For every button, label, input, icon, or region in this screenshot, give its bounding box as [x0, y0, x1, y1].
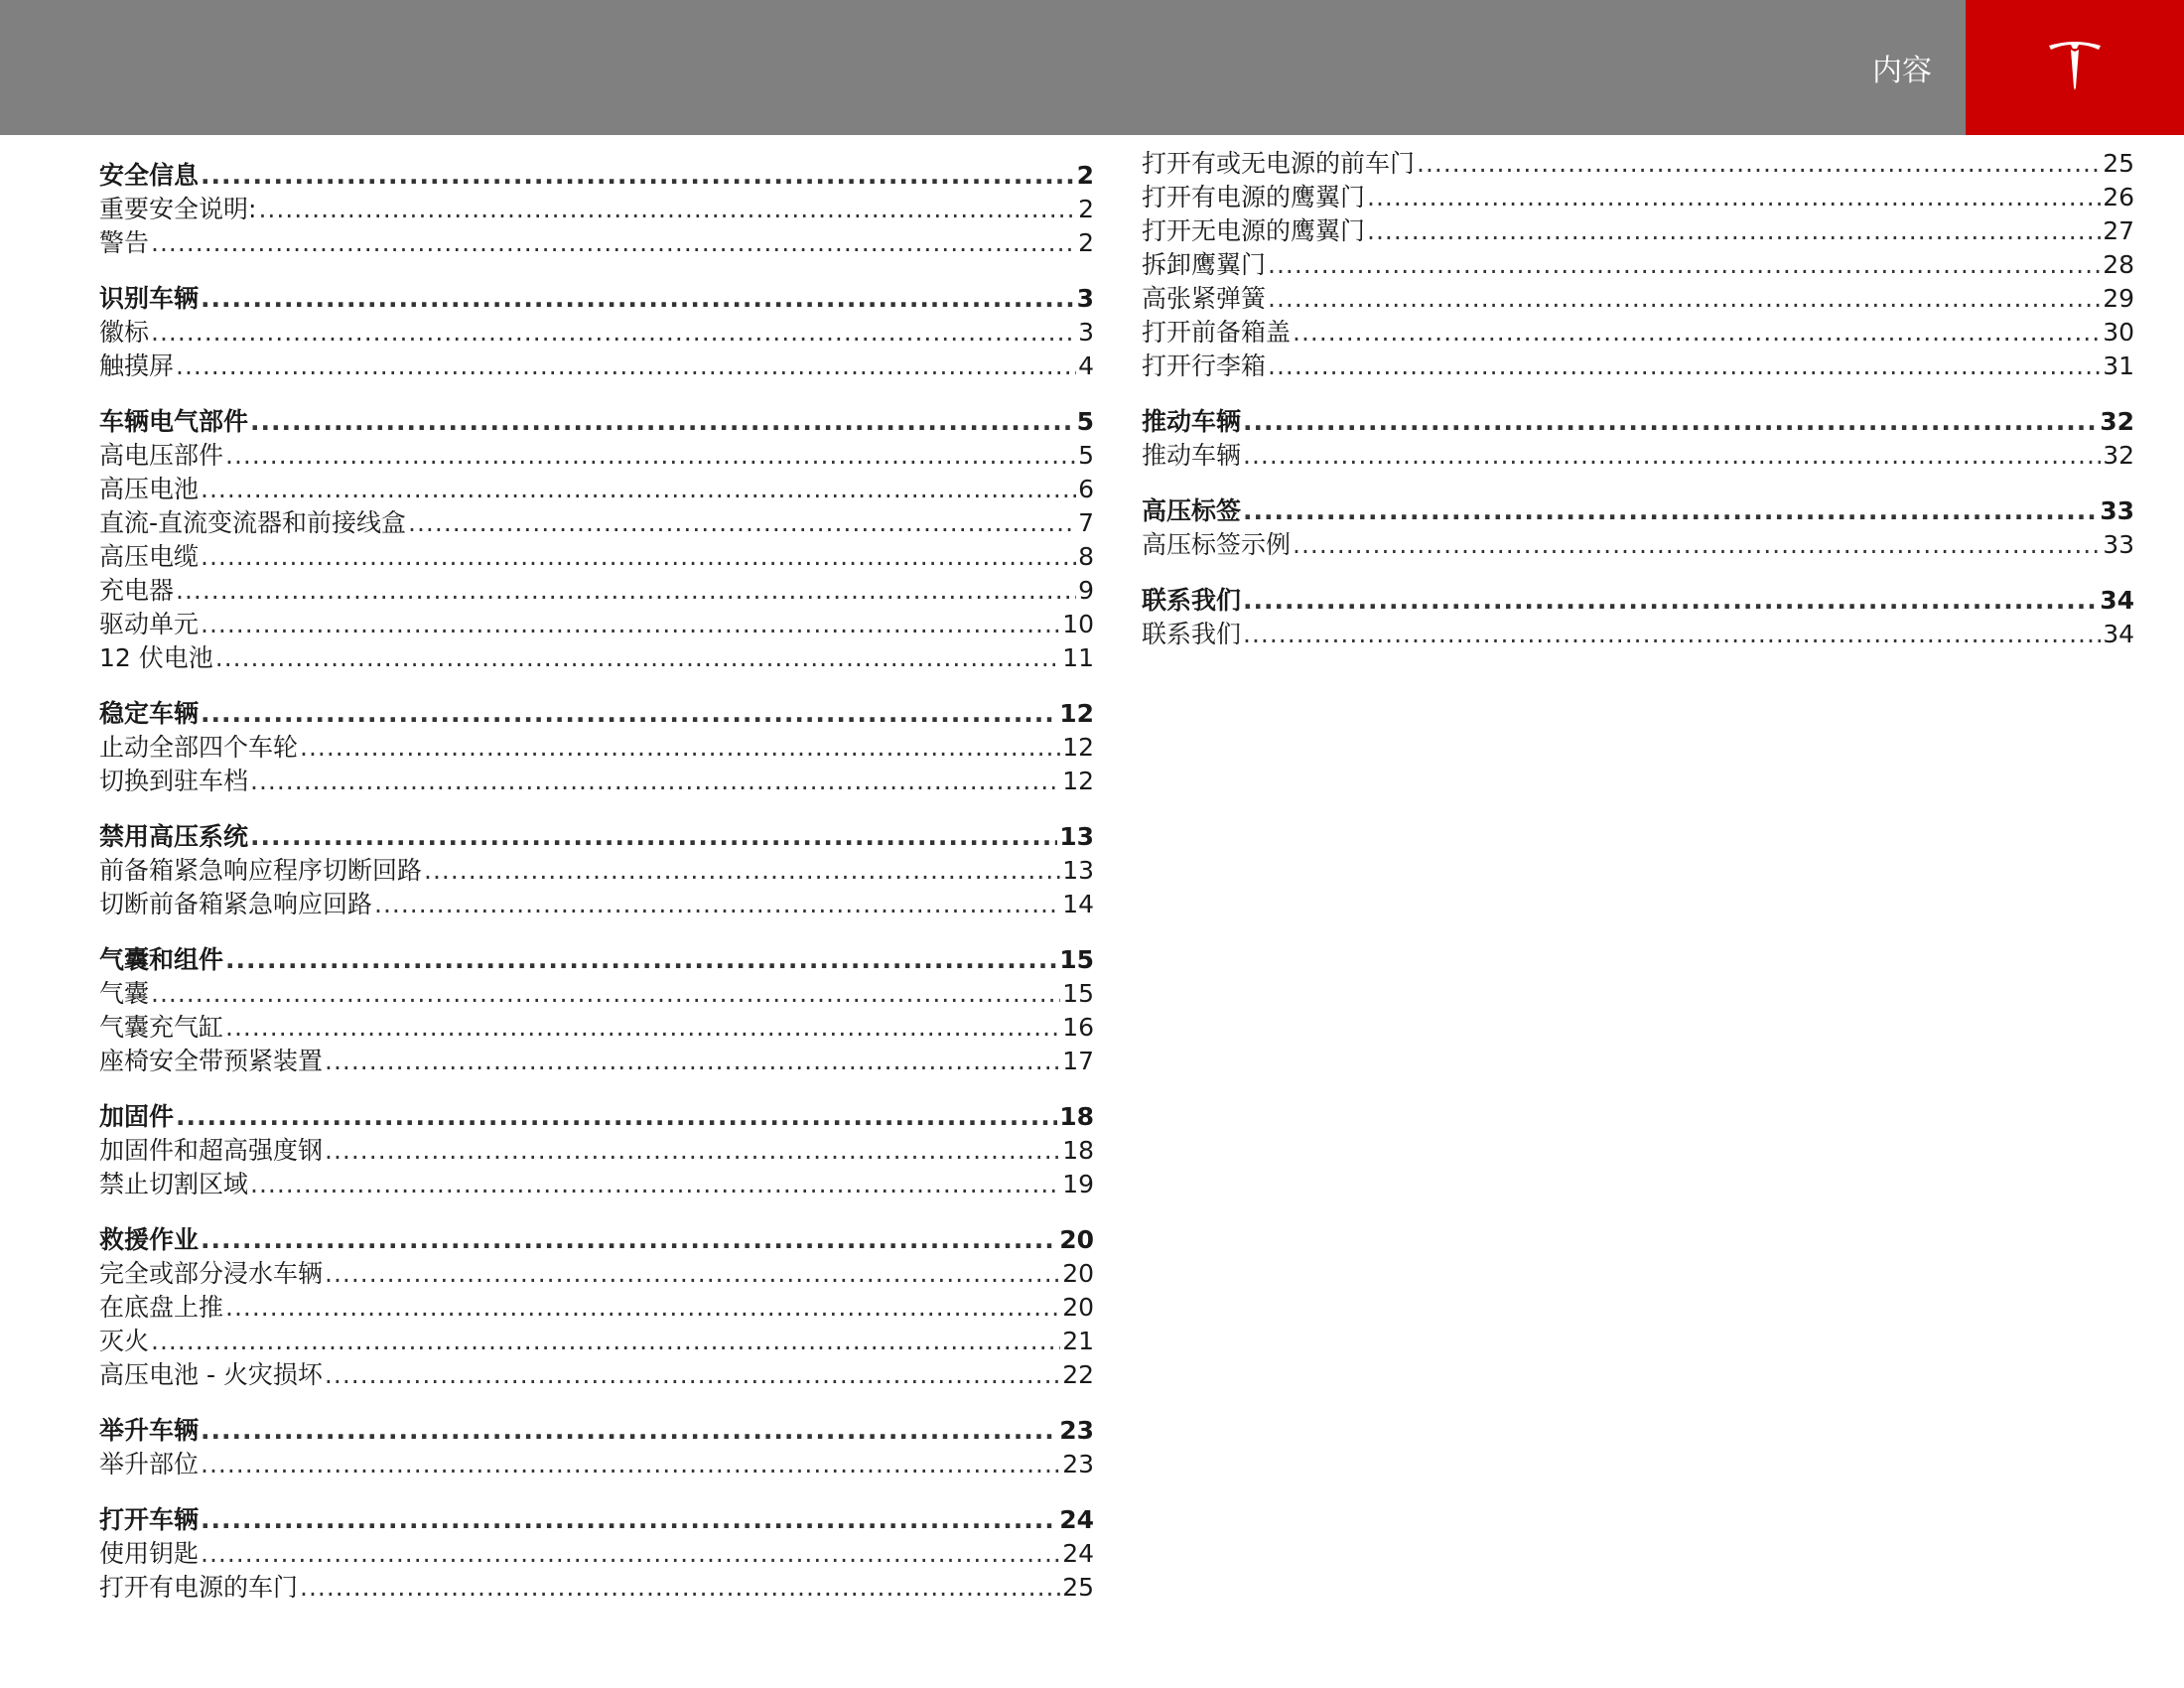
- dot-leader: [1367, 214, 2101, 248]
- dot-leader: [151, 1325, 1060, 1358]
- toc-entry[interactable]: [99, 540, 1094, 574]
- toc-page-number: 24: [1059, 1505, 1094, 1534]
- toc-page-number: 20: [1059, 1225, 1094, 1254]
- toc-page-number: 33: [2103, 530, 2134, 559]
- toc-section: [99, 405, 1094, 675]
- toc-entry[interactable]: [1142, 282, 2134, 316]
- dot-leader: [225, 439, 1076, 473]
- toc-page-number: 12: [1062, 733, 1094, 762]
- toc-page-number: 33: [2100, 496, 2134, 525]
- dot-leader: [1293, 528, 2101, 562]
- toc-section-heading[interactable]: [99, 1414, 1094, 1448]
- toc-right-column: [1142, 147, 2134, 673]
- toc-label: 打开车辆: [99, 1505, 200, 1534]
- toc-entry[interactable]: [99, 350, 1094, 383]
- toc-page-number: 20: [1062, 1259, 1094, 1288]
- toc-label: 高压电缆: [99, 542, 200, 571]
- toc-entry[interactable]: [99, 641, 1094, 675]
- toc-entry[interactable]: [99, 731, 1094, 765]
- toc-entry[interactable]: [99, 765, 1094, 798]
- toc-label: 座椅安全带预紧装置: [99, 1047, 324, 1075]
- dot-leader: [1293, 316, 2101, 350]
- toc-label: 止动全部四个车轮: [99, 733, 299, 762]
- toc-label: 加固件和超高强度钢: [99, 1136, 324, 1165]
- toc-label: 打开行李箱: [1142, 352, 1267, 380]
- toc-page-number: 6: [1078, 475, 1094, 503]
- toc-page-number: 25: [1062, 1573, 1094, 1602]
- toc-entry[interactable]: [99, 1257, 1094, 1291]
- toc-entry[interactable]: [99, 1291, 1094, 1325]
- toc-entry[interactable]: [99, 1134, 1094, 1168]
- dot-leader: [225, 943, 1057, 977]
- dot-leader: [250, 765, 1060, 798]
- toc-page-number: 18: [1059, 1102, 1094, 1131]
- toc-label: 加固件: [99, 1102, 175, 1131]
- toc-label: 灭火: [99, 1327, 150, 1355]
- toc-page-number: 15: [1062, 979, 1094, 1008]
- toc-page-number: 11: [1062, 643, 1094, 672]
- toc-label: 联系我们: [1142, 620, 1242, 648]
- toc-page-number: 30: [2103, 318, 2134, 347]
- dot-leader: [176, 1100, 1057, 1134]
- toc-page-number: 22: [1062, 1360, 1094, 1389]
- dot-leader: [201, 1414, 1057, 1448]
- dot-leader: [225, 1011, 1060, 1045]
- toc-entry[interactable]: [99, 854, 1094, 888]
- toc-entry[interactable]: [99, 316, 1094, 350]
- toc-section-heading[interactable]: [99, 1223, 1094, 1257]
- dot-leader: [408, 506, 1076, 540]
- dot-leader: [1268, 350, 2101, 383]
- toc-label: 禁用高压系统: [99, 822, 249, 851]
- toc-page-number: 19: [1062, 1170, 1094, 1198]
- toc-page-number: 17: [1062, 1047, 1094, 1075]
- toc-page-number: 3: [1078, 318, 1094, 347]
- toc-section: [1142, 584, 2134, 651]
- toc-page-number: 34: [2103, 620, 2134, 648]
- dot-leader: [176, 574, 1076, 608]
- toc-page-number: 8: [1078, 542, 1094, 571]
- toc-entry[interactable]: [1142, 316, 2134, 350]
- dot-leader: [250, 820, 1057, 854]
- toc-page-number: 21: [1062, 1327, 1094, 1355]
- toc-entry[interactable]: [1142, 618, 2134, 651]
- toc-page-number: 29: [2103, 284, 2134, 313]
- toc-entry[interactable]: [99, 888, 1094, 921]
- toc-section-heading[interactable]: [99, 159, 1094, 193]
- toc-page-number: 15: [1059, 945, 1094, 974]
- toc-section-heading[interactable]: [1142, 584, 2134, 618]
- toc-page-number: 32: [2100, 407, 2134, 436]
- toc-entry[interactable]: [99, 1571, 1094, 1605]
- toc-page-number: 18: [1062, 1136, 1094, 1165]
- toc-label: 推动车辆: [1142, 441, 1242, 470]
- toc-label: 稳定车辆: [99, 699, 200, 728]
- toc-entry[interactable]: [99, 1448, 1094, 1481]
- dot-leader: [325, 1045, 1060, 1078]
- toc-label: 打开前备箱盖: [1142, 318, 1292, 347]
- dot-leader: [1243, 494, 2098, 528]
- toc-label: 举升车辆: [99, 1416, 200, 1445]
- toc-section: [99, 1100, 1094, 1201]
- dot-leader: [201, 473, 1076, 506]
- dot-leader: [201, 1223, 1057, 1257]
- toc-page-number: 31: [2103, 352, 2134, 380]
- toc-label: 联系我们: [1142, 586, 1242, 615]
- toc-section-heading[interactable]: [99, 820, 1094, 854]
- toc-page-number: 13: [1062, 856, 1094, 885]
- toc-label: 救援作业: [99, 1225, 200, 1254]
- toc-page-number: 16: [1062, 1013, 1094, 1042]
- toc-label: 充电器: [99, 576, 175, 605]
- toc-entry[interactable]: [99, 506, 1094, 540]
- toc-label: 打开有电源的鹰翼门: [1142, 183, 1366, 211]
- toc-label: 切换到驻车档: [99, 767, 249, 795]
- toc-label: 举升部位: [99, 1450, 200, 1478]
- toc-entry[interactable]: [99, 1168, 1094, 1201]
- dot-leader: [201, 159, 1075, 193]
- toc-page-number: 13: [1059, 822, 1094, 851]
- toc-section: [99, 282, 1094, 383]
- toc-label: 触摸屏: [99, 352, 175, 380]
- toc-page-number: 14: [1062, 890, 1094, 918]
- toc-label: 直流-直流变流器和前接线盒: [99, 508, 407, 537]
- toc-page-number: 27: [2103, 216, 2134, 245]
- toc-label: 驱动单元: [99, 610, 200, 638]
- dot-leader: [325, 1134, 1060, 1168]
- toc-entry[interactable]: [1142, 350, 2134, 383]
- toc-entry[interactable]: [99, 1537, 1094, 1571]
- toc-label: 使用钥匙: [99, 1539, 200, 1568]
- toc-label: 高张紧弹簧: [1142, 284, 1267, 313]
- toc-page-number: 34: [2100, 586, 2134, 615]
- toc-entry[interactable]: [1142, 147, 2134, 181]
- toc-label: 高压标签示例: [1142, 530, 1292, 559]
- toc-page-number: 23: [1062, 1450, 1094, 1478]
- toc-section: [99, 1503, 1094, 1605]
- dot-leader: [1243, 405, 2098, 439]
- toc-label: 打开有电源的车门: [99, 1573, 299, 1602]
- dot-leader: [215, 641, 1060, 675]
- dot-leader: [1417, 147, 2101, 181]
- toc-label: 在底盘上推: [99, 1293, 224, 1322]
- toc-label: 高压标签: [1142, 496, 1242, 525]
- dot-leader: [151, 226, 1076, 260]
- toc-page-number: 5: [1076, 407, 1094, 436]
- toc-page-number: 7: [1078, 508, 1094, 537]
- toc-section: [99, 820, 1094, 921]
- toc-section: [1142, 494, 2134, 562]
- toc-entry[interactable]: [99, 226, 1094, 260]
- toc-section: [99, 1223, 1094, 1392]
- toc-page-number: 4: [1078, 352, 1094, 380]
- toc-page-number: 12: [1059, 699, 1094, 728]
- toc-entry[interactable]: [99, 1011, 1094, 1045]
- toc-label: 推动车辆: [1142, 407, 1242, 436]
- toc-section: [1142, 405, 2134, 473]
- toc-entry[interactable]: [1142, 181, 2134, 214]
- toc-page-number: 20: [1062, 1293, 1094, 1322]
- toc-label: 打开有或无电源的前车门: [1142, 149, 1416, 178]
- toc-entry[interactable]: [1142, 248, 2134, 282]
- toc-label: 前备箱紧急响应程序切断回路: [99, 856, 423, 885]
- dot-leader: [424, 854, 1060, 888]
- toc-label: 高压电池 - 火灾损坏: [99, 1360, 323, 1389]
- dot-leader: [325, 1358, 1060, 1392]
- toc-page-number: 2: [1078, 228, 1094, 257]
- dot-leader: [201, 608, 1060, 641]
- toc-page-number: 25: [2103, 149, 2134, 178]
- toc-entry[interactable]: [99, 977, 1094, 1011]
- dot-leader: [201, 1448, 1060, 1481]
- dot-leader: [1268, 282, 2101, 316]
- toc-entry[interactable]: [99, 1045, 1094, 1078]
- toc-page-number: 28: [2103, 250, 2134, 279]
- dot-leader: [1243, 618, 2101, 651]
- toc-page-number: 2: [1078, 195, 1094, 223]
- dot-leader: [151, 316, 1076, 350]
- dot-leader: [1243, 439, 2101, 473]
- toc-page-number: 5: [1078, 441, 1094, 470]
- toc-label: 徽标: [99, 318, 150, 347]
- toc-page-number: 10: [1062, 610, 1094, 638]
- toc-section-heading[interactable]: [99, 943, 1094, 977]
- toc-page-number: 2: [1076, 161, 1094, 190]
- tesla-logo-icon: [2045, 36, 2105, 95]
- toc-label: 高电压部件: [99, 441, 224, 470]
- toc-label: 识别车辆: [99, 284, 200, 313]
- header-bar: [0, 0, 1966, 135]
- toc-label: 安全信息: [99, 161, 200, 190]
- toc-label: 禁止切割区域: [99, 1170, 249, 1198]
- toc-section: [99, 697, 1094, 798]
- toc-section: [99, 1414, 1094, 1481]
- toc-entry[interactable]: [99, 439, 1094, 473]
- toc-section: [99, 943, 1094, 1078]
- dot-leader: [151, 977, 1060, 1011]
- toc-label: 气囊和组件: [99, 945, 224, 974]
- toc-label: 气囊充气缸: [99, 1013, 224, 1042]
- toc-section: [1142, 147, 2134, 383]
- toc-label: 车辆电气部件: [99, 407, 249, 436]
- dot-leader: [300, 731, 1060, 765]
- toc-label: 气囊: [99, 979, 150, 1008]
- dot-leader: [1268, 248, 2101, 282]
- dot-leader: [176, 350, 1076, 383]
- page-title: 内容: [1872, 54, 1932, 88]
- toc-entry[interactable]: [99, 1358, 1094, 1392]
- toc-section-heading[interactable]: [1142, 494, 2134, 528]
- dot-leader: [325, 1257, 1060, 1291]
- dot-leader: [201, 1537, 1060, 1571]
- dot-leader: [201, 540, 1076, 574]
- dot-leader: [250, 1168, 1060, 1201]
- dot-leader: [225, 1291, 1060, 1325]
- toc-entry[interactable]: [1142, 439, 2134, 473]
- toc-section-heading[interactable]: [1142, 405, 2134, 439]
- toc-label: 打开无电源的鹰翼门: [1142, 216, 1366, 245]
- toc-entry[interactable]: [99, 473, 1094, 506]
- dot-leader: [300, 1571, 1060, 1605]
- logo-box: [1966, 0, 2184, 135]
- toc-label: 拆卸鹰翼门: [1142, 250, 1267, 279]
- dot-leader: [1243, 584, 2098, 618]
- toc-label: 12 伏电池: [99, 643, 213, 672]
- toc-entry[interactable]: [99, 608, 1094, 641]
- toc-page-number: 32: [2103, 441, 2134, 470]
- toc-page-number: 9: [1078, 576, 1094, 605]
- dot-leader: [258, 193, 1076, 226]
- toc-page-number: 24: [1062, 1539, 1094, 1568]
- dot-leader: [374, 888, 1060, 921]
- toc-entry[interactable]: [99, 1325, 1094, 1358]
- toc-page-number: 26: [2103, 183, 2134, 211]
- toc-section: [99, 159, 1094, 260]
- toc-section-heading[interactable]: [99, 697, 1094, 731]
- dot-leader: [1367, 181, 2101, 214]
- toc-section-heading[interactable]: [99, 1100, 1094, 1134]
- toc-label: 重要安全说明:: [99, 195, 257, 223]
- toc-entry[interactable]: [99, 574, 1094, 608]
- dot-leader: [201, 1503, 1057, 1537]
- toc-label: 警告: [99, 228, 150, 257]
- toc-label: 切断前备箱紧急响应回路: [99, 890, 373, 918]
- toc-entry[interactable]: [1142, 214, 2134, 248]
- toc-page-number: 23: [1059, 1416, 1094, 1445]
- toc-left-column: [99, 159, 1094, 1626]
- toc-page-number: 12: [1062, 767, 1094, 795]
- toc-section-heading[interactable]: [99, 1503, 1094, 1537]
- toc-section-heading[interactable]: [99, 282, 1094, 316]
- toc-page-number: 3: [1076, 284, 1094, 313]
- toc-label: 高压电池: [99, 475, 200, 503]
- toc-entry[interactable]: [1142, 528, 2134, 562]
- dot-leader: [250, 405, 1075, 439]
- dot-leader: [201, 697, 1057, 731]
- toc-section-heading[interactable]: [99, 405, 1094, 439]
- dot-leader: [201, 282, 1075, 316]
- toc-entry[interactable]: [99, 193, 1094, 226]
- toc-label: 完全或部分浸水车辆: [99, 1259, 324, 1288]
